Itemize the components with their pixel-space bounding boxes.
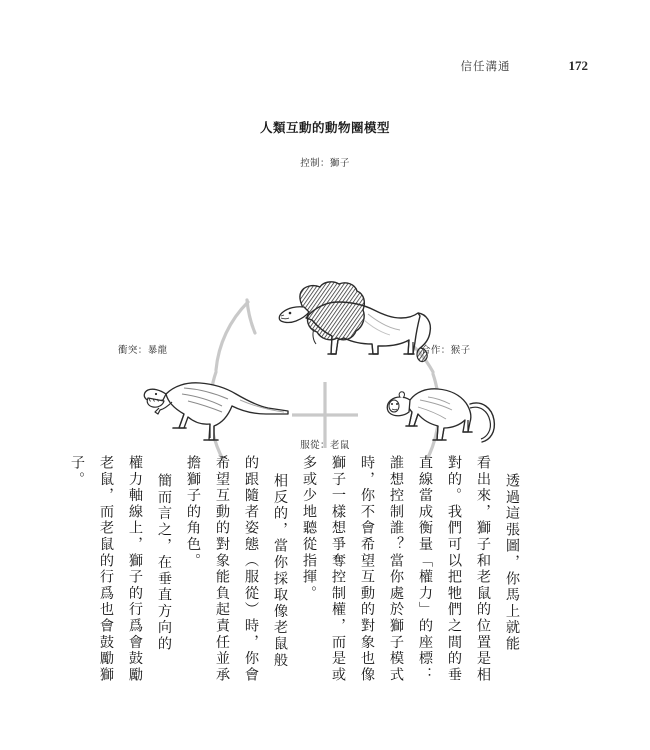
body-text-column: 直線當成衡量「權力」的座標： xyxy=(417,455,433,684)
node-label-monkey: 合作：猴子 xyxy=(421,345,471,356)
node-label-trex: 衝突：暴龍 xyxy=(118,345,168,356)
body-text xyxy=(69,455,526,723)
book-title: 信任溝通 xyxy=(460,59,511,73)
body-text-column: 擔獅子的角色。 xyxy=(185,455,201,570)
node-label-mouse: 服從：老鼠 xyxy=(300,440,350,451)
body-text-column: 希望互動的對象能負起責任並承 xyxy=(214,455,230,684)
tyrannosaurus-illustration xyxy=(144,383,288,440)
node-label-lion: 控制：獅子 xyxy=(300,158,350,169)
monkey-illustration xyxy=(387,389,494,442)
lion-illustration xyxy=(279,282,430,362)
body-text-column: 簡而言之，在垂直方向的 xyxy=(156,473,172,653)
body-text-column: 對的。我們可以把牠們之間的垂 xyxy=(446,455,462,684)
animal-circle-figure xyxy=(0,110,650,460)
page-number: 172 xyxy=(568,58,588,73)
body-text-column: 權力軸線上，獅子的行爲會鼓勵 xyxy=(127,455,143,684)
body-text-column: 相反的，當你採取像老鼠般 xyxy=(272,473,288,669)
body-text-column: 透過這張圖，你馬上就能 xyxy=(504,473,520,653)
body-text-column: 多或少地聽從指揮。 xyxy=(301,455,317,602)
body-text-column: 老鼠，而老鼠的行爲也會鼓勵獅 xyxy=(98,455,114,684)
figure-title: 人類互動的動物圈模型 xyxy=(259,120,390,135)
body-text-column: 的跟隨者姿態（服從）時，你會 xyxy=(243,455,259,684)
body-text-column: 時，你不會希望互動的對象也像 xyxy=(359,455,375,684)
body-text-column: 子。 xyxy=(69,455,85,488)
body-text-column: 誰想控制誰？當你處於獅子模式 xyxy=(388,455,404,684)
running-head xyxy=(0,55,650,77)
body-text-column: 獅子一樣想爭奪控制權，而是或 xyxy=(330,455,346,684)
body-text-column: 看出來，獅子和老鼠的位置是相 xyxy=(475,455,491,684)
